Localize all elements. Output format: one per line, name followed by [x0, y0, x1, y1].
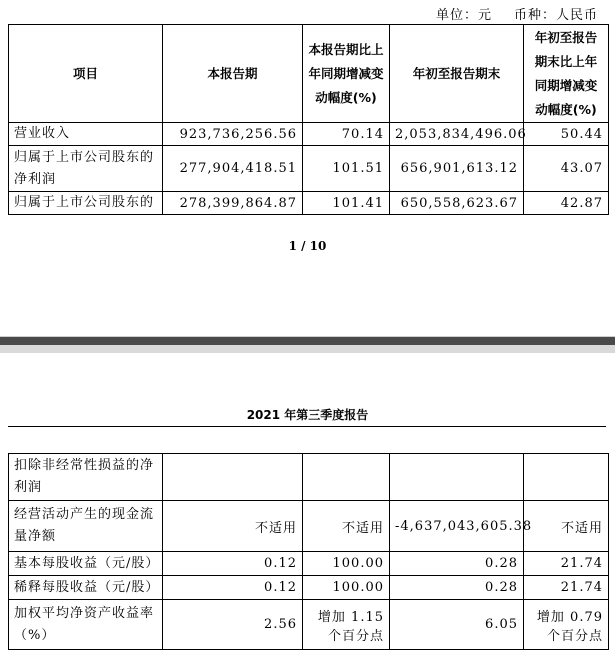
cell-value: 2,053,834,496.06 — [390, 123, 524, 146]
cell-value: 50.44 — [524, 123, 609, 146]
currency-label: 币种：人民币 — [513, 8, 598, 23]
header-current-period-change: 本报告期比上年同期增减变动幅度(%) — [303, 25, 390, 123]
cell-value: 278,399,864.87 — [163, 192, 303, 215]
row-label: 归属于上市公司股东的净利润 — [9, 146, 163, 192]
unit-currency-line — [436, 4, 598, 23]
cell-value: 不适用 — [303, 501, 390, 552]
table-row — [9, 600, 609, 650]
header-ytd: 年初至报告期末 — [390, 25, 524, 123]
cell-value: 增加 1.15 个百分点 — [303, 600, 390, 650]
cell-value — [390, 454, 524, 501]
cell-value: 0.28 — [390, 552, 524, 576]
header-item: 项目 — [9, 25, 163, 123]
row-label: 营业收入 — [9, 123, 163, 146]
cell-value — [524, 454, 609, 501]
cell-value — [303, 454, 390, 501]
table-row — [9, 123, 609, 146]
row-label: 基本每股收益（元/股） — [9, 552, 163, 576]
financial-table-part2 — [8, 453, 609, 650]
row-label: 归属于上市公司股东的 — [9, 192, 163, 215]
cell-value: 42.87 — [524, 192, 609, 215]
table-row — [9, 454, 609, 501]
cell-value: 21.74 — [524, 576, 609, 600]
table-header-row — [9, 25, 609, 123]
cell-value: 0.12 — [163, 552, 303, 576]
cell-value: 650,558,623.67 — [390, 192, 524, 215]
header-current-period: 本报告期 — [163, 25, 303, 123]
cell-value: 0.12 — [163, 576, 303, 600]
table-row — [9, 576, 609, 600]
cell-value: 43.07 — [524, 146, 609, 192]
page-number: 1 / 10 — [288, 239, 327, 253]
header-rule — [8, 426, 606, 427]
cell-value: 70.14 — [303, 123, 390, 146]
cell-value: 923,736,256.56 — [163, 123, 303, 146]
cell-value: 6.05 — [390, 600, 524, 650]
cell-value: 277,904,418.51 — [163, 146, 303, 192]
financial-table-part1 — [8, 24, 609, 215]
table-row — [9, 192, 609, 215]
cell-value: 不适用 — [163, 501, 303, 552]
report-title: 2021 年第三季度报告 — [246, 408, 369, 422]
table-row — [9, 501, 609, 552]
row-label: 扣除非经常性损益的净利润 — [9, 454, 163, 501]
header-ytd-change: 年初至报告期末比上年同期增减变动幅度(%) — [524, 25, 609, 123]
row-label: 稀释每股收益（元/股） — [9, 576, 163, 600]
cell-value: 656,901,613.12 — [390, 146, 524, 192]
page-separator — [0, 336, 615, 353]
cell-value: 101.51 — [303, 146, 390, 192]
row-label: 加权平均净资产收益率（%） — [9, 600, 163, 650]
cell-value: -4,637,043,605.38 — [390, 501, 524, 552]
cell-value: 100.00 — [303, 576, 390, 600]
row-label: 经营活动产生的现金流量净额 — [9, 501, 163, 552]
page-separator-shadow — [0, 337, 615, 345]
table-row — [9, 552, 609, 576]
cell-value: 增加 0.79 个百分点 — [524, 600, 609, 650]
unit-label: 单位：元 — [435, 8, 492, 23]
cell-value: 2.56 — [163, 600, 303, 650]
cell-value: 21.74 — [524, 552, 609, 576]
cell-value: 0.28 — [390, 576, 524, 600]
cell-value: 不适用 — [524, 501, 609, 552]
table-row — [9, 146, 609, 192]
cell-value — [163, 454, 303, 501]
cell-value: 100.00 — [303, 552, 390, 576]
cell-value: 101.41 — [303, 192, 390, 215]
